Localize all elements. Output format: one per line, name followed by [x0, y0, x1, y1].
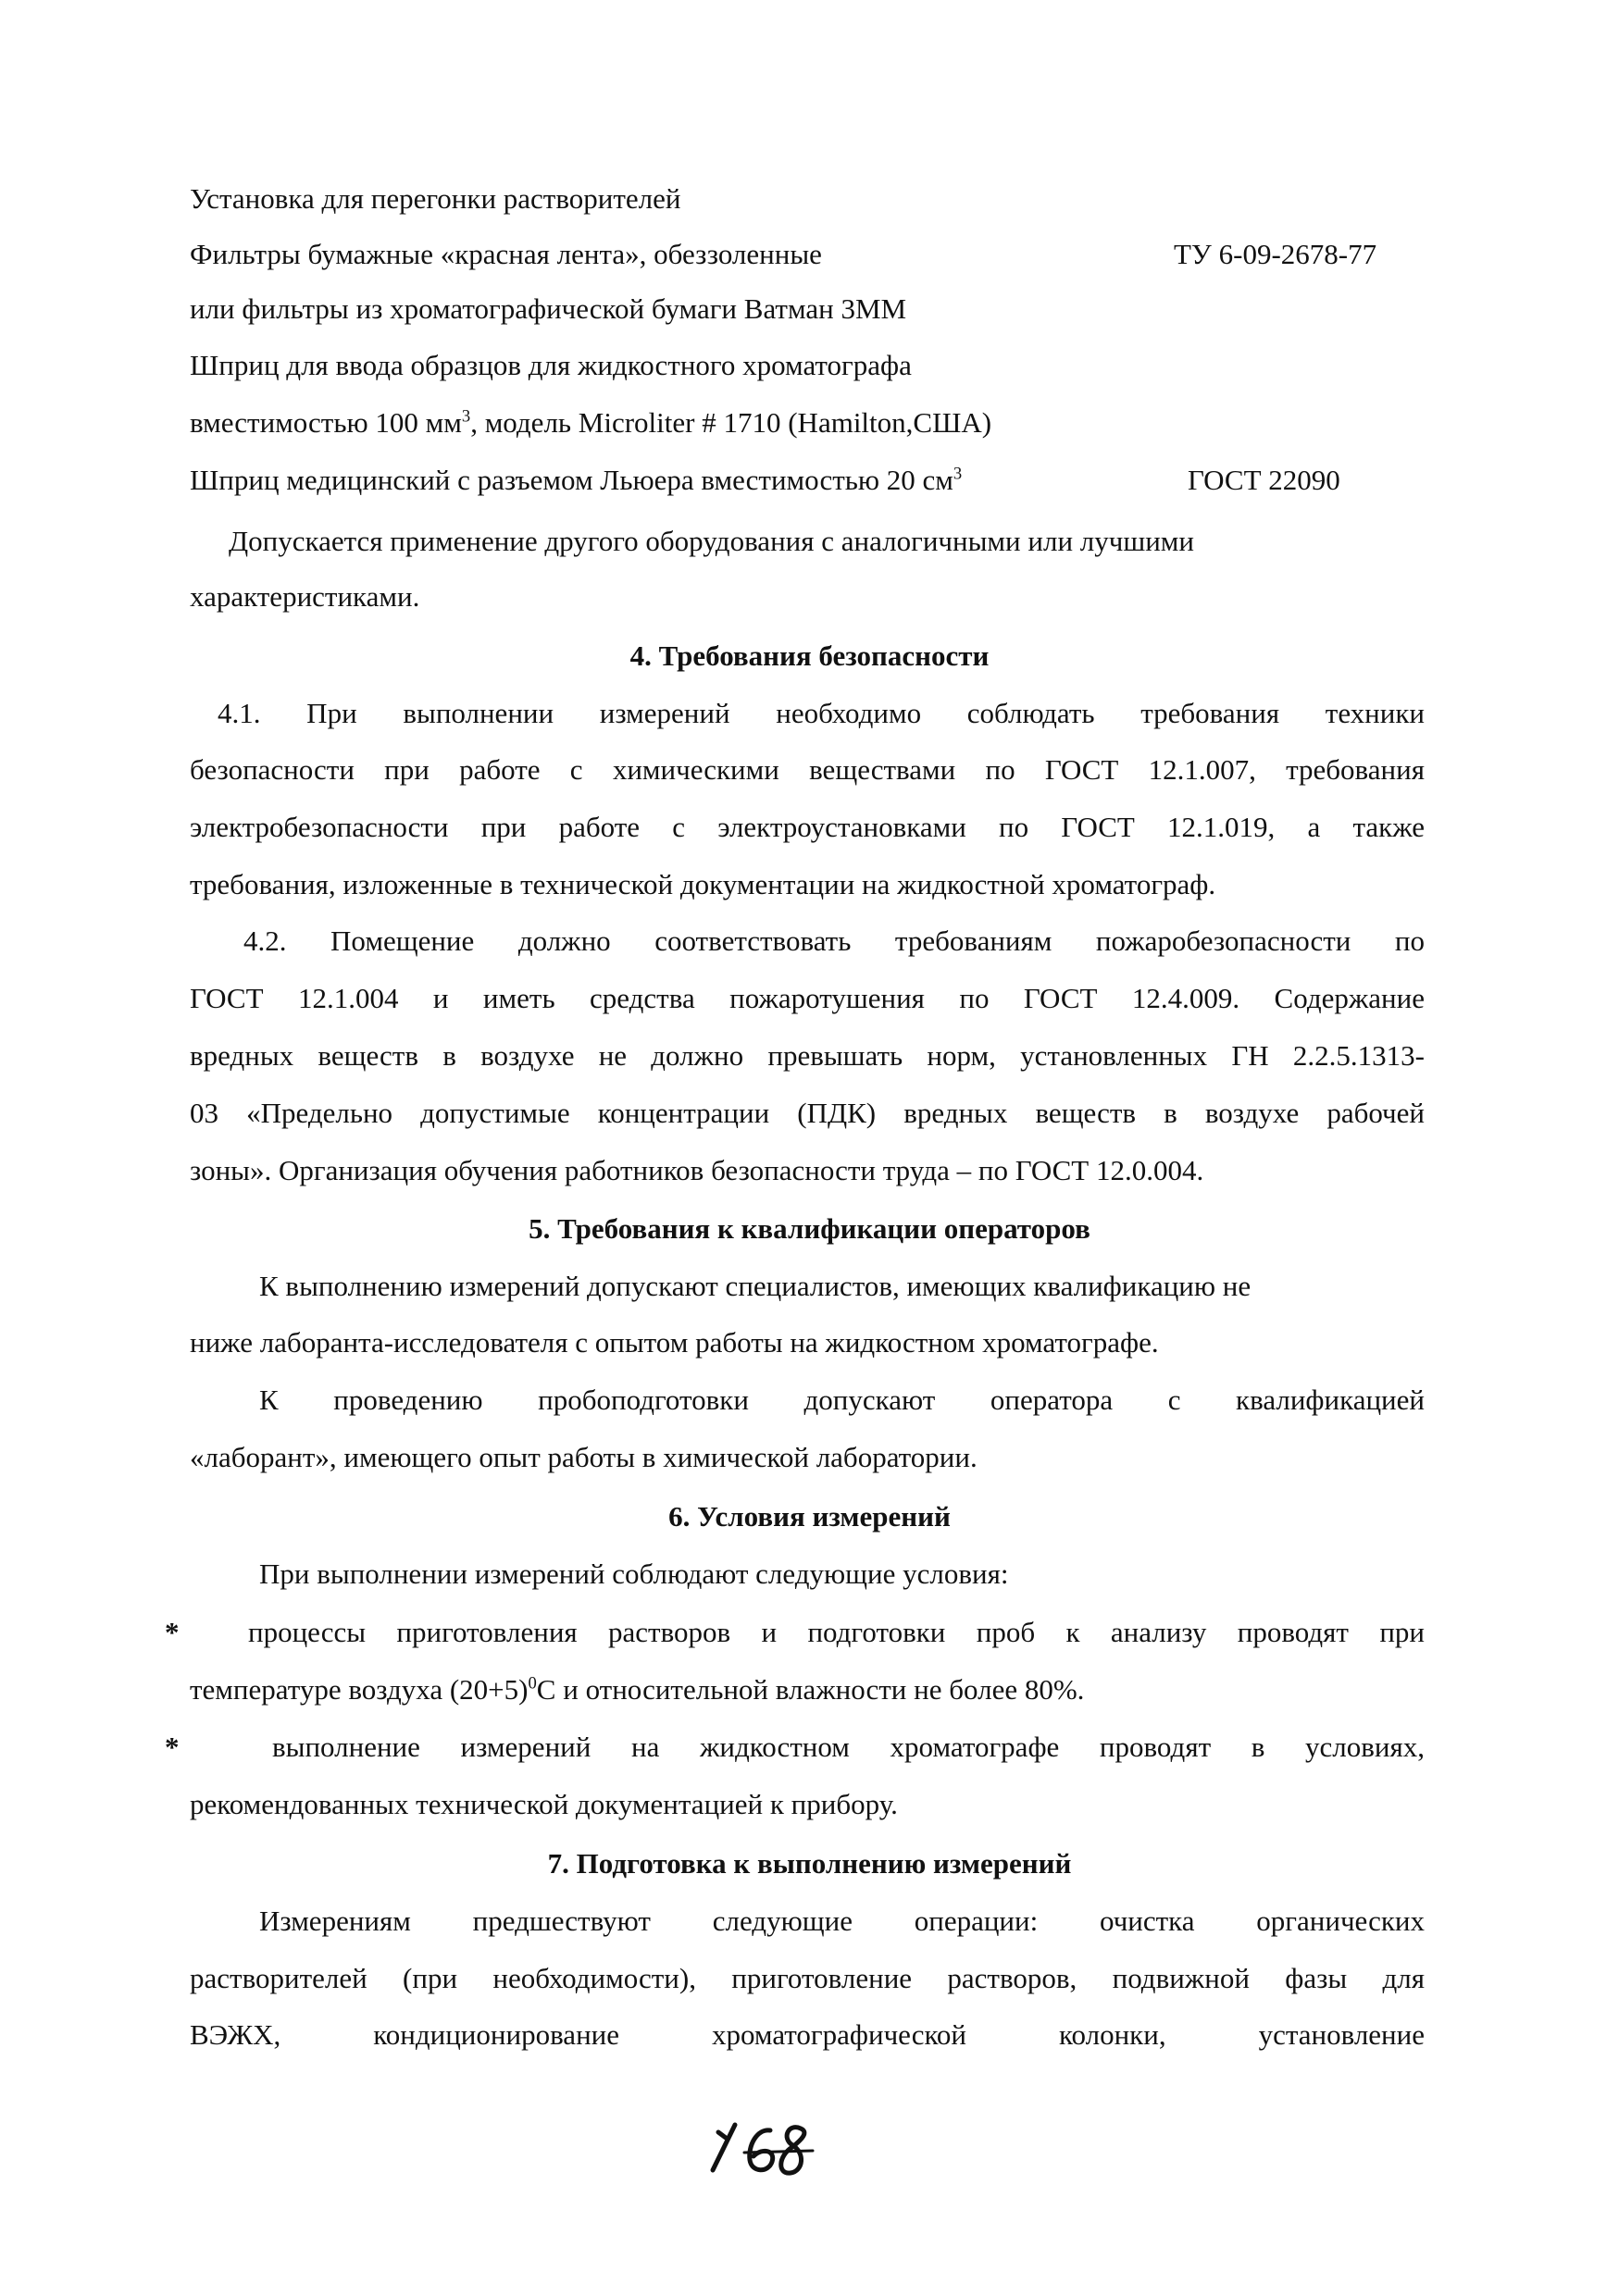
section-6-bullet-1-line-2: [190, 1672, 1084, 1707]
equipment-line-4: Шприц для ввода образцов для жидкостного хроматографа: [190, 349, 912, 381]
section-4-p2-line-4: 03 «Предельно допустимые концентрации (ПДК) вредных веществ в воздухе рабочей: [190, 1097, 1425, 1129]
equipment-line-5: [190, 405, 991, 441]
equipment-ref-gost: ГОСТ 22090: [1188, 464, 1340, 496]
section-4-p2-line-5: зоны». Организация обучения работников безопасности труда – по ГОСТ 12.0.004.: [190, 1154, 1204, 1186]
section-4-p1-line-2: безопасности при работе с химическими веществами по ГОСТ 12.1.007, требования: [190, 753, 1425, 786]
temperature-text: температуре воздуха (20+5): [190, 1673, 529, 1706]
section-5-p1-line-2: ниже лаборанта-исследователя с опытом работы на жидкостном хроматографе.: [190, 1326, 1159, 1359]
allow-line-1: Допускается применение другого оборудования с аналогичными или лучшими: [229, 525, 1195, 557]
section-4-p1-line-4: требования, изложенные в технической документации на жидкостной хроматограф.: [190, 868, 1216, 900]
section-5-heading: 5. Требования к квалификации операторов: [529, 1212, 1090, 1245]
section-7-heading: 7. Подготовка к выполнению измерений: [547, 1847, 1072, 1880]
syringe-model-text: , модель Microliter # 1710 (Hamilton,США): [470, 406, 992, 439]
medical-syringe-text: Шприц медицинский с разъемом Льюера вместимостью 20 см: [190, 464, 953, 496]
section-6-intro: При выполнении измерений соблюдают следующие условия:: [259, 1558, 1009, 1590]
section-4-p2-line-3: вредных веществ в воздухе не должно превышать норм, установленных ГН 2.2.5.1313-: [190, 1039, 1425, 1072]
superscript-3: 3: [953, 464, 963, 484]
syringe-volume-text: вместимостью 100 мм: [190, 406, 462, 439]
section-5-p2-line-1: К проведению пробоподготовки допускают оператора с квалификацией: [259, 1384, 1425, 1416]
bullet-1-marker: *: [165, 1616, 180, 1648]
equipment-line-6: [190, 463, 962, 498]
section-6-heading: 6. Условия измерений: [668, 1500, 951, 1533]
humidity-text: С и относительной влажности не более 80%.: [536, 1673, 1085, 1706]
degree-superscript: 0: [528, 1673, 537, 1694]
section-6-bullet-1-line-1: процессы приготовления растворов и подготовки проб к анализу проводят при: [248, 1616, 1425, 1648]
bullet-2-marker: *: [165, 1731, 180, 1763]
section-6-bullet-2-line-1: выполнение измерений на жидкостном хроматографе проводят в условиях,: [272, 1731, 1425, 1763]
superscript-3: 3: [461, 406, 471, 427]
section-4-p1-line-1: 4.1. При выполнении измерений необходимо соблюдать требования техники: [218, 697, 1425, 729]
section-7-p1-line-1: Измерениям предшествуют следующие операции: очистка органических: [259, 1905, 1425, 1937]
equipment-line-2: Фильтры бумажные «красная лента», обеззоленные: [190, 238, 822, 270]
section-5-p1-line-1: К выполнению измерений допускают специалистов, имеющих квалификацию не: [259, 1270, 1252, 1302]
section-4-heading: 4. Требования безопасности: [629, 639, 990, 672]
section-4-p2-line-2: ГОСТ 12.1.004 и иметь средства пожаротушения по ГОСТ 12.4.009. Содержание: [190, 982, 1425, 1014]
section-7-p1-line-2: растворителей (при необходимости), приготовление растворов, подвижной фазы для: [190, 1962, 1425, 1994]
handwritten-page-number: [704, 2119, 824, 2184]
section-6-bullet-2-line-2: рекомендованных технической документацией к прибору.: [190, 1788, 898, 1820]
section-4-p2-line-1: 4.2. Помещение должно соответствовать требованиям пожаробезопасности по: [243, 925, 1425, 957]
section-7-p1-line-3: ВЭЖХ, кондиционирование хроматографической колонки, установление: [190, 2018, 1425, 2051]
equipment-line-3: или фильтры из хроматографической бумаги Ватман 3ММ: [190, 292, 907, 325]
equipment-line-1: Установка для перегонки растворителей: [190, 182, 681, 215]
allow-line-2: характеристиками.: [190, 580, 420, 613]
equipment-ref-tu: ТУ 6-09-2678-77: [1174, 238, 1377, 270]
section-5-p2-line-2: «лаборант», имеющего опыт работы в химической лаборатории.: [190, 1441, 978, 1473]
section-4-p1-line-3: электробезопасности при работе с электроустановками по ГОСТ 12.1.019, а также: [190, 811, 1425, 843]
